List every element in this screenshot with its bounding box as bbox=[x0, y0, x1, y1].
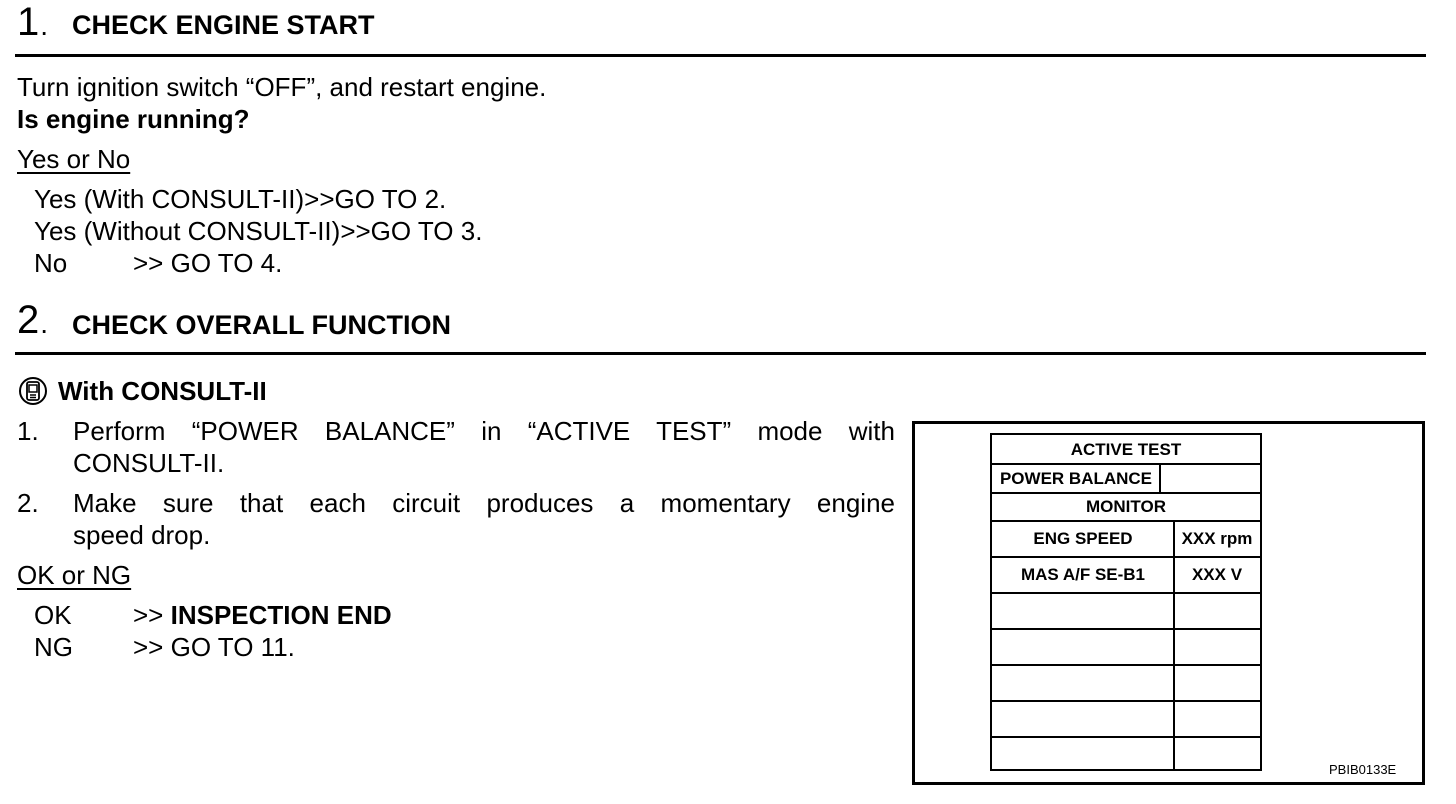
answer-label: Yes (Without CONSULT-II) bbox=[34, 216, 341, 246]
answer-yes-with-consult bbox=[34, 183, 446, 215]
figure-code: PBIB0133E bbox=[1329, 762, 1397, 777]
section-1-heading bbox=[17, 2, 48, 42]
answer-ok-label: OK bbox=[34, 600, 72, 630]
monitor-data-row bbox=[992, 522, 1260, 558]
monitor-item: MAS A/F SE-B1 bbox=[1020, 565, 1146, 584]
step-1-number: 1. bbox=[17, 416, 39, 446]
step-2-line-2: speed drop. bbox=[73, 520, 211, 550]
answer-yes-without-consult bbox=[34, 215, 482, 247]
answer-header-ok-ng: OK or NG bbox=[17, 560, 132, 590]
answer-action: GO TO 11. bbox=[170, 632, 295, 662]
step-1-line-1: Perform “POWER BALANCE” in “ACTIVE TEST” mode with bbox=[73, 416, 895, 446]
monitor-empty-row bbox=[992, 666, 1260, 702]
answer-action: >>GO TO 2. bbox=[304, 184, 447, 214]
monitor-item: ENG SPEED bbox=[1033, 529, 1133, 548]
test-item-row bbox=[992, 465, 1260, 494]
consult-screen bbox=[990, 433, 1262, 771]
answer-arrow: >> bbox=[133, 600, 164, 630]
answer-no bbox=[34, 247, 67, 279]
answer-label: Yes (With CONSULT-II) bbox=[34, 184, 305, 214]
instruction-text: Turn ignition switch “OFF”, and restart engine. bbox=[17, 72, 547, 102]
answer-no-action: >> GO TO 4. bbox=[133, 248, 283, 278]
step-2-number: 2. bbox=[17, 488, 39, 518]
answer-label: No bbox=[34, 248, 68, 278]
answer-action: >>GO TO 3. bbox=[340, 216, 483, 246]
answer-ok-action bbox=[133, 599, 392, 631]
answer-header-yes-no: Yes or No bbox=[17, 144, 131, 174]
step-2-line-1: Make sure that each circuit produces a momentary engine bbox=[73, 488, 895, 518]
question-text: Is engine running? bbox=[17, 104, 250, 134]
monitor-value: XXX V bbox=[1191, 565, 1243, 584]
test-item-divider bbox=[1159, 465, 1161, 492]
answer-action: INSPECTION END bbox=[170, 600, 392, 630]
monitor-row bbox=[992, 494, 1260, 522]
monitor-empty-row bbox=[992, 702, 1260, 738]
step-number-dot: . bbox=[40, 308, 49, 339]
monitor-label: MONITOR bbox=[1086, 497, 1166, 516]
section-1-rule bbox=[15, 54, 1426, 57]
step-number: 1 bbox=[17, 0, 41, 44]
monitor-value: XXX rpm bbox=[1181, 529, 1253, 548]
step-number: 2 bbox=[17, 298, 41, 342]
answer-ng-label: NG bbox=[34, 632, 73, 662]
answer-arrow: >> bbox=[133, 632, 164, 662]
step-number-dot: . bbox=[40, 10, 49, 41]
section-2-title: CHECK OVERALL FUNCTION bbox=[72, 310, 452, 340]
step-1-line-2: CONSULT-II. bbox=[73, 448, 225, 478]
monitor-data-row bbox=[992, 558, 1260, 594]
monitor-empty-row bbox=[992, 630, 1260, 666]
consult-tool-icon bbox=[18, 376, 48, 406]
consult-heading: With CONSULT-II bbox=[58, 376, 267, 406]
answer-ng-action bbox=[133, 631, 295, 663]
monitor-column-divider bbox=[1173, 522, 1175, 769]
test-item-label: POWER BALANCE bbox=[999, 469, 1153, 488]
section-2-rule bbox=[15, 352, 1426, 355]
screen-title: ACTIVE TEST bbox=[1070, 440, 1182, 459]
monitor-empty-row bbox=[992, 594, 1260, 630]
section-2-heading bbox=[17, 300, 48, 340]
section-1-title: CHECK ENGINE START bbox=[72, 10, 375, 40]
screen-title-row bbox=[992, 435, 1260, 465]
